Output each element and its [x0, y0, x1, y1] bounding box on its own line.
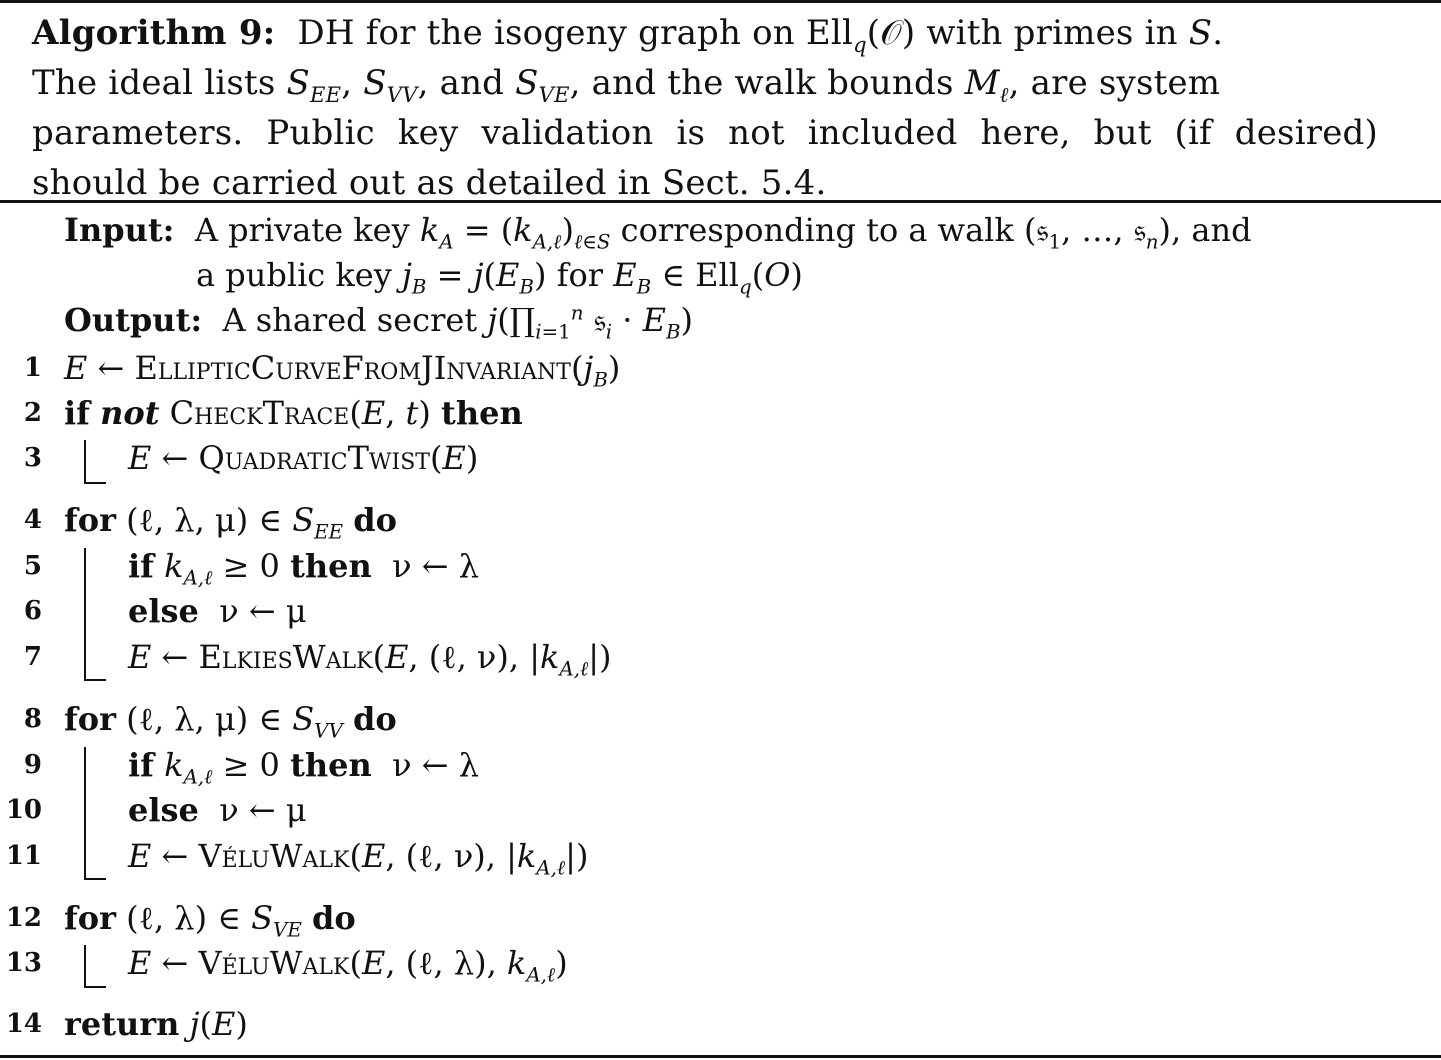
- output-line: Output: A shared secret $j(\prod_{i=1}^n$ 𝔰$_i$ · $E_B$): [64, 301, 694, 344]
- block-bar: [84, 440, 86, 484]
- caption-line-4: should be carried out as detailed in Sect. 5.4.: [32, 163, 827, 203]
- statement-11: E ← VéluWalk(E, (ℓ, ν), $|k_{A,\ell}|$): [128, 837, 589, 880]
- line-number: 5: [23, 551, 42, 581]
- statement-2: if not CheckTrace(E, t) then: [64, 394, 523, 432]
- statement-10: else ν ← μ: [128, 791, 307, 829]
- line-number: 2: [23, 398, 42, 428]
- block-foot: [84, 986, 106, 988]
- statement-1: E ← $EllipticCurveFromJInvariant(j_B)$: [64, 349, 621, 392]
- line-number: 10: [5, 795, 42, 825]
- statement-7: E ← ElkiesWalk(E, (ℓ, ν), $|k_{A,\ell}|$): [128, 638, 612, 681]
- line-number: 8: [23, 704, 42, 734]
- line-number: 13: [5, 948, 42, 978]
- line-number: 11: [5, 841, 42, 871]
- block-bar: [84, 747, 86, 880]
- block-bar: [84, 945, 86, 988]
- input-label: Input:: [64, 211, 175, 249]
- statement-4: for (ℓ, λ, μ) ∈ $S_{EE}$ do: [64, 501, 397, 544]
- statement-6: else ν ← μ: [128, 592, 307, 630]
- bottom-rule: [0, 1055, 1441, 1058]
- statement-14: return j(E): [64, 1005, 248, 1043]
- statement-3: E ← QuadraticTwist(E): [128, 439, 479, 477]
- input-line-1: Input: A private key $k_A = (k_{A,\ell})_{\ell\in S}$ corresponding to a walk (𝔰$_1$, …, 𝔰$_n$), and: [64, 211, 1252, 254]
- statement-8: for (ℓ, λ, μ) ∈ $S_{VV}$ do: [64, 700, 397, 743]
- line-number: 12: [5, 903, 42, 933]
- line-number: 14: [5, 1009, 42, 1039]
- line-number: 3: [23, 443, 42, 473]
- line-number: 6: [23, 596, 42, 626]
- block-foot: [84, 878, 106, 880]
- block-foot: [84, 679, 106, 681]
- algorithm-label: Algorithm 9:: [32, 13, 276, 53]
- input-line-2: a public key $j_B = j(E_B)$ for $E_B$ ∈ Ell$_q$(O): [196, 256, 803, 299]
- top-rule: [0, 0, 1441, 3]
- line-number: 4: [23, 505, 42, 535]
- statement-12: for (ℓ, λ) ∈ $S_{VE}$ do: [64, 899, 356, 942]
- statement-9: if $k_{A,\ell} \ge 0$ then ν ← λ: [128, 746, 479, 789]
- caption-line-3: parameters. Public key validation is not included here, but (if desired): [32, 113, 1378, 153]
- algorithm-caption: Algorithm 9: DH for the isogeny graph on Ell$_q$(𝒪) with primes in S. The ideal lists $S_{EE}$, $S_{VV}$, and $S_{VE}$, and the walk bounds $M_\ell$, are system parameters. Public key validation is not included here, but (if desired) should be carried out as detailed in Sect. 5.4.: [32, 8, 1378, 208]
- statement-13: E ← VéluWalk(E, (ℓ, λ), $k_{A,\ell}$): [128, 944, 568, 987]
- output-label: Output:: [64, 301, 203, 339]
- statement-5: if $k_{A,\ell} \ge 0$ then ν ← λ: [128, 547, 479, 590]
- line-number: 1: [23, 353, 42, 383]
- block-bar: [84, 548, 86, 681]
- line-number: 9: [23, 750, 42, 780]
- block-foot: [84, 482, 106, 484]
- line-number: 7: [23, 642, 42, 672]
